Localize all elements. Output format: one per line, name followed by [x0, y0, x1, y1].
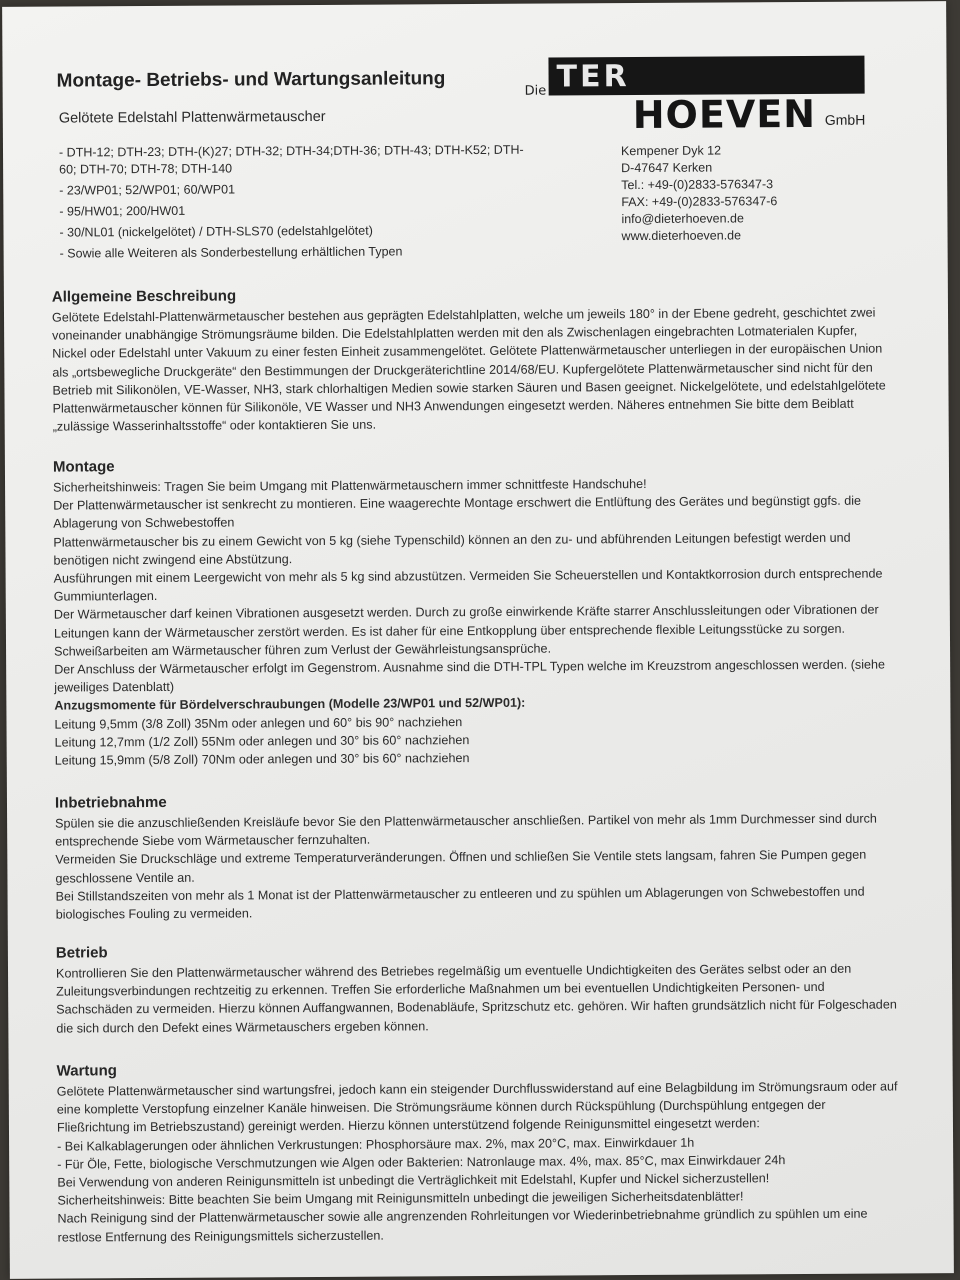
company-address — [621, 142, 778, 245]
company-logo — [518, 54, 878, 136]
section-allgemein — [52, 283, 895, 436]
torque-heading: Anzugsmomente für Bördelverschraubungen (Modelle 23/WP01 und 52/WP01): — [54, 696, 526, 714]
section-paragraph: Bei Stillstandszeiten von mehr als 1 Monat ist der Plattenwärmetauscher zu entleeren und zu spühlen um Ablagerungen von Schwebestoffen und biologisches Fouling zu vermeiden. — [55, 884, 865, 922]
model-list-item: - DTH-12; DTH-23; DTH-(K)27; DTH-32; DTH-34;DTH-36; DTH-43; DTH-K52; DTH-60; DTH-70; DTH-78; DTH-140 — [58, 142, 524, 177]
address-street: Kempener Dyk 12 — [620, 143, 722, 159]
section-paragraph: Plattenwärmetauscher bis zu einem Gewicht von 5 kg (siehe Typenschild) können an den zu- und abführenden Leitungen befestigt werden und benötigen nicht zwingend eine Abstützung. — [53, 530, 851, 568]
section-paragraph: - Bei Kalkablagerungen oder ähnlichen Verkrustungen: Phosphorsäure max. 2%, max 20°C, max. Einwirkdauer 1h — [57, 1135, 695, 1154]
model-list-item: - Sowie alle Weiteren als Sonderbestellung erhältlichen Typen — [59, 244, 403, 261]
torque-row: Leitung 9,5mm (3/8 Zoll) 35Nm oder anlegen und 60° bis 90° nachziehen — [54, 714, 463, 732]
section-paragraph: Nach Reinigung sind der Plattenwärmetauscher sowie alle angrenzenden Rohrleitungen vor Wiederinbetriebnahme gründlich zu spühlen um eine restlose Entfernung des Reinigungsmittels sicherzustellen. — [57, 1207, 868, 1245]
logo-gmbh: GmbH — [824, 111, 866, 128]
address-website: www.dieterhoeven.de — [621, 228, 742, 244]
section-heading: Montage — [52, 458, 115, 476]
logo-hoeven: HOEVEN — [632, 91, 817, 138]
address-fax: FAX: +49-(0)2833-576347-6 — [621, 194, 778, 210]
document-page — [2, 1, 954, 1279]
section-paragraph: Ausführungen mit einem Leergewicht von mehr als 5 kg sind abzustützen. Vermeiden Sie Scheuerstellen und Kontaktkorrosion durch entsprechende Gummiunterlagen. — [53, 566, 883, 604]
section-paragraph: Der Wärmetauscher darf keinen Vibrationen ausgesetzt werden. Durch zu große einwirkende Kräfte starrer Anschlussleitungen oder Vibrationen der Leitungen kann der Wärmetauscher zerstört werden. Es ist daher für eine Entkopplung über entsprechende flexible Leitungsstücke zu sorgen. — [53, 602, 879, 641]
section-paragraph: Der Plattenwärmetauscher ist senkrecht zu montieren. Eine waagerechte Montage erschwert die Entlüftung des Gerätes und begünstigt ggfs. die Ablagerung von Schwebestoffen — [53, 493, 862, 531]
model-list-item: - 30/NL01 (nickelgelötet) / DTH-SLS70 (edelstahlgelötet) — [59, 223, 373, 240]
address-phone: Tel.: +49-(0)2833-576347-3 — [621, 177, 774, 193]
logo-die: Die — [524, 83, 547, 99]
section-paragraph: Der Anschluss der Wärmetauscher erfolgt im Gegenstrom. Ausnahme sind die DTH-TPL Typen welche im Kreuzstrom angeschlossen werden. (siehe jeweiliges Datenblatt) — [54, 657, 886, 695]
section-montage — [53, 453, 897, 769]
document-subtitle: Gelötete Edelstahl Plattenwärmetauscher — [58, 108, 326, 127]
address-city: D-47647 Kerken — [621, 160, 713, 176]
page-content — [32, 1, 898, 1245]
section-text: Gelötete Edelstahl-Plattenwärmetauscher bestehen aus geprägten Edelstahlplatten, welche um jeweils 180° in der Ebene gedreht, geschichtet zwei voneinander unabhängige Strömungsräume bilden. Die Edelstahlplatten werden mit den als Zwischenlagen eingebrachten Lotmaterialen Kupfer, Nickel oder Edelstahl unter Vakuum zu einer festen Einheit zusammengelötet. Gelötete Plattenwärmetauscher unterliegen in der europäischen Union als „ortsbewegliche Druckgeräte“ den Bestimmungen der Druckgeräterichtline 2014/68/EU. Kupfergelötete Plattenwärmetauscher sind nicht für den Betrieb mit Silikonölen, VE-Wasser, NH3, stark chlorhaltigen Medien sowie starken Säuren und Basen geeignet. Nickelgelötete, und edelstahlgelötete Plattenwärmetauscher können für Silikonöle, VE Wasser und NH3 Anwendungen eingesetzt werden. Näheres entnehmen Sie bitte dem Beiblatt „zulässige Wasserinhaltsstoffe“ oder kontaktieren Sie uns. — [51, 305, 886, 434]
section-paragraph: Gelötete Plattenwärmetauscher sind wartungsfrei, jedoch kann ein steigender Durchflusswiderstand auf eine Belagbildung im Strömungsraum oder auf eine komplette Verstopfung einzelner Kanäle hinweisen. Die Strömungsräume können durch Rückspühlung (Durchspühlung entgegen der Fließrichtung im Betriebszustand) gereinigt werden. Hierzu können unterstützend folgende Reinigunsmittel eingesetzt werden: — [56, 1079, 898, 1135]
safety-warning: Sicherheitshinweis: Tragen Sie beim Umgang mit Plattenwärmetauschern immer schnittfeste Handschuhe! — [53, 476, 647, 495]
document-title: Montage- Betriebs- und Wartungsanleitung — [56, 68, 446, 92]
logo-ter: TER — [548, 56, 864, 96]
model-list-item: - 23/WP01; 52/WP01; 60/WP01 — [59, 182, 236, 198]
section-paragraph: Spülen sie die anzuschließenden Kreisläufe bevor Sie den Plattenwärmetauscher anschließen. Partikel von mehr als 1mm Durchmesser sind durch entsprechende Siebe vom Wärmetauscher fernzuhalten. — [55, 811, 877, 849]
torque-row: Leitung 15,9mm (5/8 Zoll) 70Nm oder anlegen und 30° bis 60° nachziehen — [54, 751, 470, 768]
section-inbetriebnahme — [55, 789, 898, 923]
section-paragraph: - Für Öle, Fette, biologische Verschmutzungen wie Algen oder Bakterien: Natronlauge max. 4%, max. 85°C, max Einwirkdauer 24h — [57, 1152, 786, 1172]
section-paragraph: Vermeiden Sie Druckschläge und extreme Temperaturveränderungen. Öffnen und schließen Sie Ventile stets langsam, fahren Sie Pumpen gegen geschlossene Ventile an. — [55, 848, 867, 886]
safety-warning: Sicherheitshinweis: Bitte beachten Sie beim Umgang mit Reinigunsmitteln unbedingt die jeweiligen Sicherheitsdatenblätter! — [57, 1189, 744, 1208]
section-heading: Allgemeine Beschreibung — [51, 287, 237, 306]
model-list — [59, 142, 530, 267]
section-paragraph: Schweißarbeiten am Wärmetauscher führen zum Verlust der Gewährleistungsansprüche. — [54, 641, 552, 659]
section-paragraph: Bei Verwendung von anderen Reinigunsmitteln ist unbedingt die Verträglichkeit mit Edelstahl, Kupfer und Nickel sicherzustellen! — [57, 1171, 770, 1190]
torque-row: Leitung 12,7mm (1/2 Zoll) 55Nm oder anlegen und 30° bis 60° nachziehen — [54, 732, 470, 750]
section-wartung — [57, 1057, 900, 1246]
section-betrieb — [56, 939, 899, 1037]
section-text: Kontrollieren Sie den Plattenwärmetauscher während des Betriebes regelmäßig um eventuelle Undichtigkeiten des Gerätes selbst oder an den Zuleitungsverbindungen rechtzeitig zu erkennen. Treffen Sie erforderliche Maßnahmen um bei eventuellen Undichtigkeiten Personen- und Sachschäden zu vermeiden. Hierzu können Auffangwannen, Bodenabläufe, Spritzschutz etc. gehören. Wir haften grundsätzlich nicht für Folgeschaden die sich durch den Defekt eines Wärmetauschers ergeben können. — [55, 961, 897, 1036]
section-heading: Betrieb — [55, 944, 108, 962]
section-heading: Inbetriebnahme — [54, 793, 167, 812]
model-list-item: - 95/HW01; 200/HW01 — [59, 203, 186, 219]
section-heading: Wartung — [56, 1062, 117, 1080]
address-email: info@dieterhoeven.de — [621, 211, 744, 227]
